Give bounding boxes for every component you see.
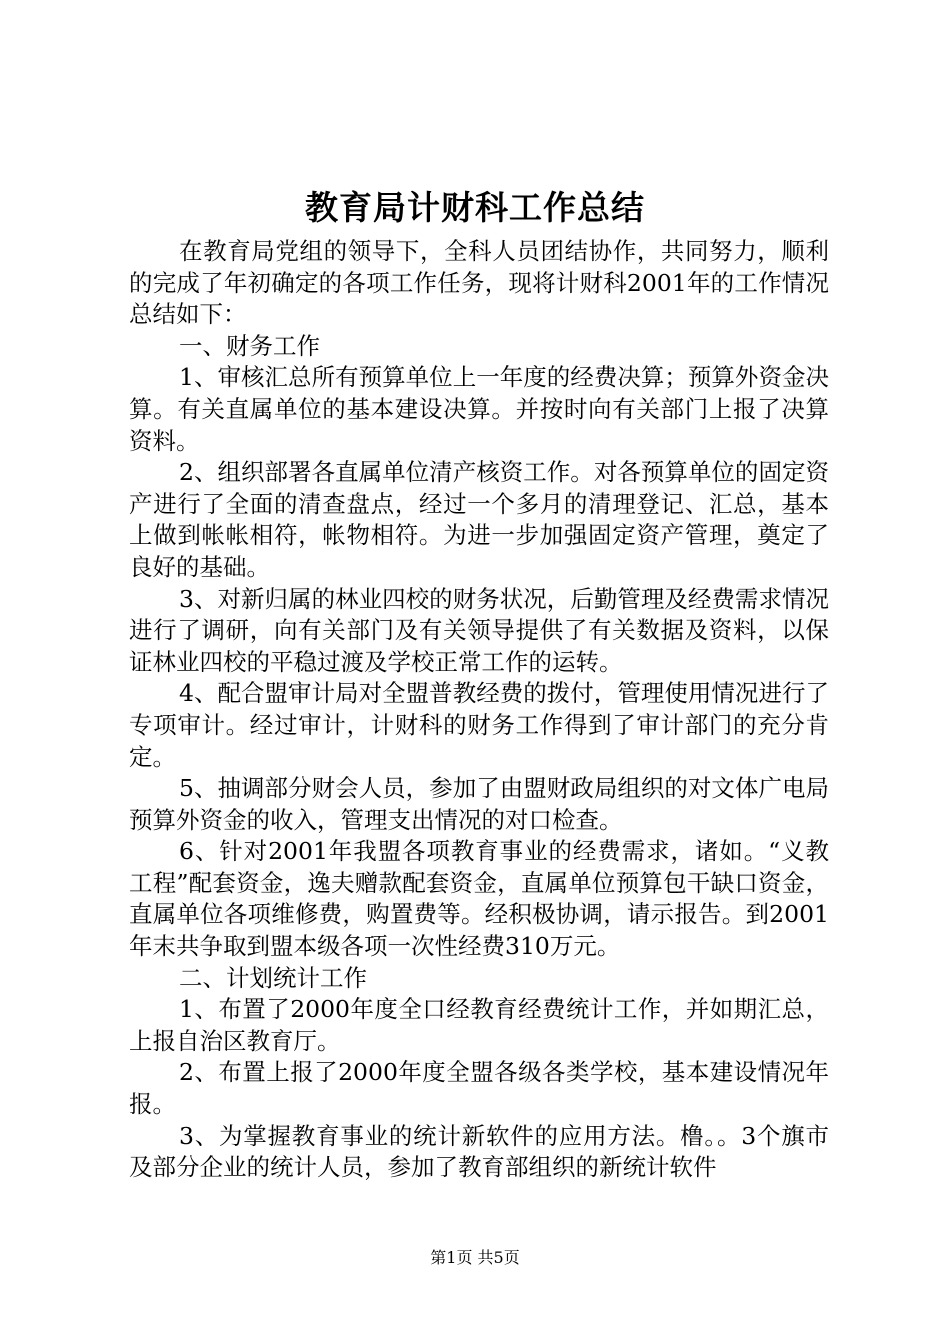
document-title: 教育局计财科工作总结 [305,188,645,227]
section-heading-finance: 一、财务工作 [179,331,320,360]
paragraph-finance-1: 1、审核汇总所有预算单位上一年度的经费决算；预算外资金决算。有关直属单位的基本建设决算。并按时向有关部门上报了决算资料。 [129,363,829,455]
paragraph-finance-3: 3、对新归属的林业四校的财务状况，后勤管理及经费需求情况进行了调研，向有关部门及有关领导提供了有关数据及资料，以保证林业四校的平稳过渡及学校正常工作的运转。 [129,584,829,676]
document-body [129,236,829,1184]
section-heading-statistics: 二、计划统计工作 [179,963,367,992]
paragraph-intro: 在教育局党组的领导下，全科人员团结协作，共同努力，顺利的完成了年初确定的各项工作任务，现将计财科2001年的工作情况总结如下： [129,237,829,329]
paragraph-finance-5: 5、抽调部分财会人员，参加了由盟财政局组织的对文体广电局预算外资金的收入，管理支出情况的对口检查。 [129,774,829,834]
page-footer: 第1页 共5页 [430,1248,520,1267]
paragraph-statistics-1: 1、布置了2000年度全口经教育经费统计工作，并如期汇总，上报自治区教育厅。 [129,995,829,1055]
paragraph-finance-2: 2、组织部署各直属单位清产核资工作。对各预算单位的固定资产进行了全面的清查盘点，经过一个多月的清理登记、汇总，基本上做到帐帐相符，帐物相符。为进一步加强固定资产管理，奠定了良好的基础。 [129,458,829,581]
paragraph-statistics-3: 3、为掌握教育事业的统计新软件的应用方法。橹。。3个旗市及部分企业的统计人员，参加了教育部组织的新统计软件 [129,1121,829,1182]
paragraph-statistics-2: 2、布置上报了2000年度全盟各级各类学校，基本建设情况年报。 [129,1058,829,1119]
paragraph-finance-6: 6、针对2001年我盟各项教育事业的经费需求，诸如。“义教工程”配套资金，逸夫赠款配套资金，直属单位预算包干缺口资金，直属单位各项维修费，购置费等。经积极协调，请示报告。到2001年末共争取到盟本级各项一次性经费310万元。 [129,837,829,961]
paragraph-finance-4: 4、配合盟审计局对全盟普教经费的拨付，管理使用情况进行了专项审计。经过审计，计财科的财务工作得到了审计部门的充分肯定。 [129,679,829,771]
